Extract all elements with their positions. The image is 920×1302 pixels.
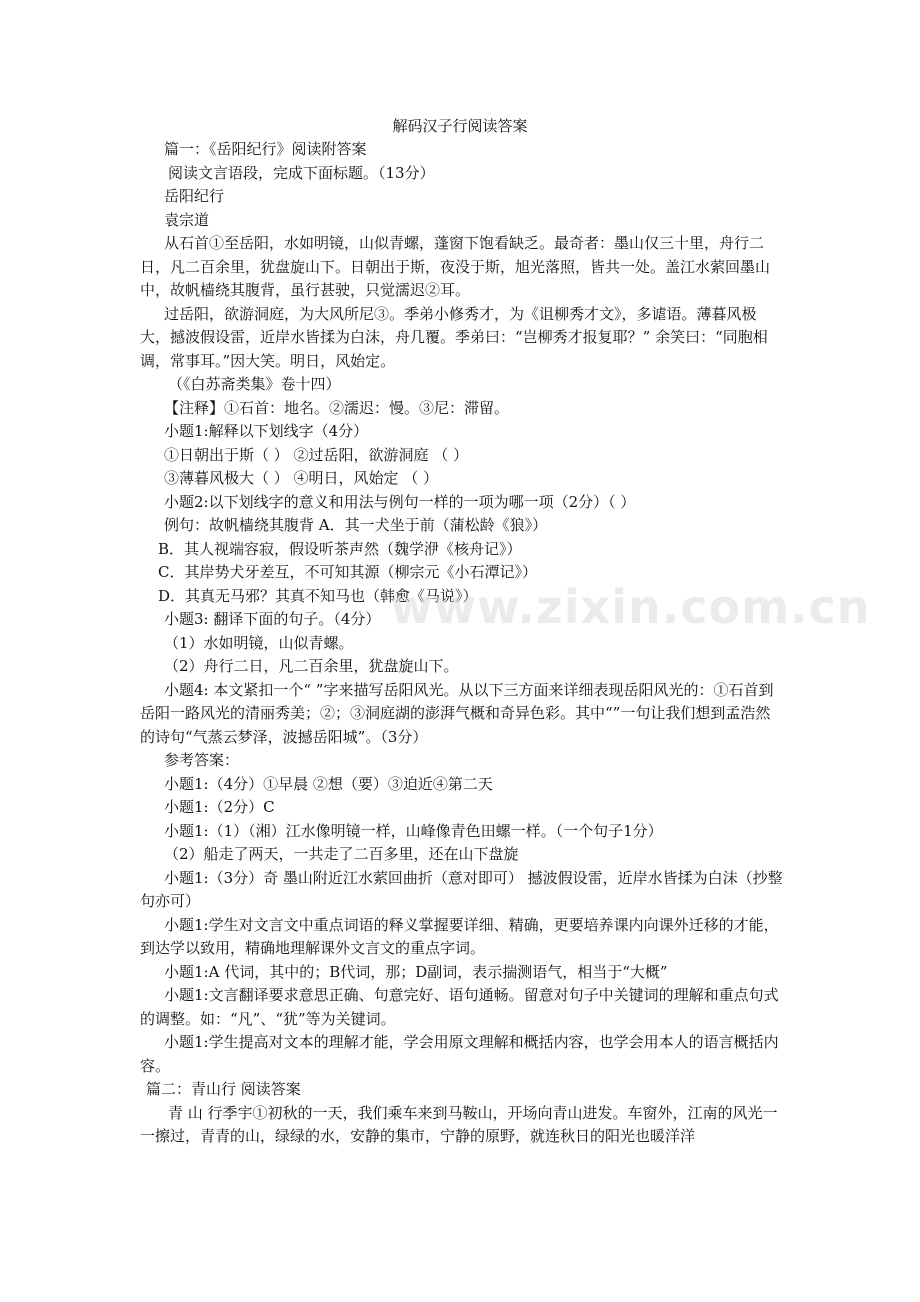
answer-text: 小题1:学生提高对文本的理解才能，学会用原文理解和概括内容，也学会用本人的语言概括内容。: [140, 1033, 779, 1075]
question-text: ①日朝出于斯（ ） ②过岳阳，欲游洞庭 （ ）: [164, 445, 469, 464]
answer-text: （2）船走了两天，一共走了二百多里，还在山下盘旋: [164, 845, 519, 863]
answer-text: 小题1:（3分）奇 墨山附近江水萦回曲折（意对即可） 撼波假设雷，近岸水皆揉为白沫（抄整句亦可）: [140, 868, 783, 910]
body-paragraph: 从石首①至岳阳，水如明镜，山似青螺，蓬窗下饱看缺乏。最奇者：墨山仅三十里，舟行二日，凡二百余里，犹盘旋山下。日朝出于斯，夜没于斯，旭光落照，皆共一处。盖江水萦回墨山中，故帆樯绕其腹背，虽行甚驶，只觉濡迟②耳。: [140, 234, 771, 299]
instruction-text: 阅读文言语段，完成下面标题。（13分）: [168, 163, 435, 182]
answer-text: 小题1:文言翻译要求意思正确、句意完好、语句通畅。留意对句子中关键词的理解和重点句式的调整。如：“凡”、“犹”等为关键词。: [140, 986, 779, 1028]
answer-text: 小题1:（2分）C: [164, 798, 275, 816]
answer-text: 小题1:A 代词，其中的；B代词，那；D副词，表示揣测语气，相当于“大概”: [164, 962, 668, 981]
body-paragraph: 青 山 行季宇①初秋的一天，我们乘车来到马鞍山，开场向青山进发。车窗外，江南的风光一一擦过，青青的山，绿绿的水，安静的集市，宁静的原野，就连秋日的阳光也暖洋洋: [140, 1103, 778, 1145]
question-text: 小题2:以下划线字的意义和用法与例句一样的一项为哪一项（2分）（ ）: [164, 492, 636, 511]
source-citation: （《白苏斋类集》卷十四）: [168, 375, 341, 393]
document-body: [140, 138, 783, 1149]
answer-text: 小题1:学生对文言文中重点词语的释义掌握要详细、精确，更要培养课内向课外迁移的才能，到达学以致用，精确地理解课外文言文的重点字词。: [140, 915, 779, 957]
answer-text: 小题1:（1）（湘）江水像明镜一样，山峰像青色田螺一样。（一个句子1分）: [164, 821, 663, 840]
section-heading-1: 篇一：《岳阳纪行》阅读附答案: [164, 140, 367, 158]
question-text: ③薄暮风极大（ ） ④明日，风始定 （ ）: [164, 469, 439, 487]
watermark-text: www.zixin.com.cn: [390, 580, 871, 634]
question-text: 例句：故帆樯绕其腹背 A．其一犬坐于前（蒲松龄《狼》）: [164, 516, 548, 534]
option-text: B．其人视端容寂，假设听茶声然（魏学洢《核舟记》）: [158, 539, 522, 558]
option-text: C．其岸势犬牙差互，不可知其源（柳宗元《小石潭记》）: [158, 563, 537, 581]
question-text: 小题1:解释以下划线字（4分）: [164, 422, 369, 440]
poem-title: 岳阳纪行: [164, 187, 225, 205]
section-heading-2: 篇二：青山行 阅读答案: [146, 1080, 301, 1098]
document-title: 解码汉子行阅读答案: [392, 117, 528, 135]
question-text: （1）水如明镜，山似青螺。: [164, 633, 354, 652]
answer-heading: 参考答案：: [164, 751, 240, 769]
body-paragraph: 过岳阳，欲游洞庭，为大风所尼③。季弟小修秀才，为《诅柳秀才文》，多谑语。薄暮风极大，撼波假设雷，近岸水皆揉为白沫，舟几覆。季弟曰：“岂柳秀才报复耶？” 余笑曰：“同胞相调，常事耳。”因大笑。明日，风始定。: [140, 304, 768, 370]
author-name: 袁宗道: [164, 210, 210, 229]
question-text: 小题4: 本文紧扣一个“ ”字来描写岳阳风光。从以下三方面来详细表现岳阳风光的：①石首到岳阳一路风光的清丽秀美；②；③洞庭湖的澎湃气概和奇异色彩。其中“”一句让我们想到孟浩然的诗句“气蒸云梦泽，波撼岳阳城”。（3分）: [140, 680, 774, 746]
option-text: D．其真无马邪？其真不知马也（韩愈《马说》）: [158, 586, 478, 605]
answer-text: 小题1:（4分）①早晨 ②想（要）③迫近④第二天: [164, 774, 493, 793]
question-text: 小题3: 翻译下面的句子。（4分）: [164, 610, 381, 628]
annotation-note: 【注释】①石首：地名。②濡迟：慢。③尼：滞留。: [164, 398, 510, 417]
question-text: （2）舟行二日，凡二百余里，犹盘旋山下。: [164, 657, 459, 675]
